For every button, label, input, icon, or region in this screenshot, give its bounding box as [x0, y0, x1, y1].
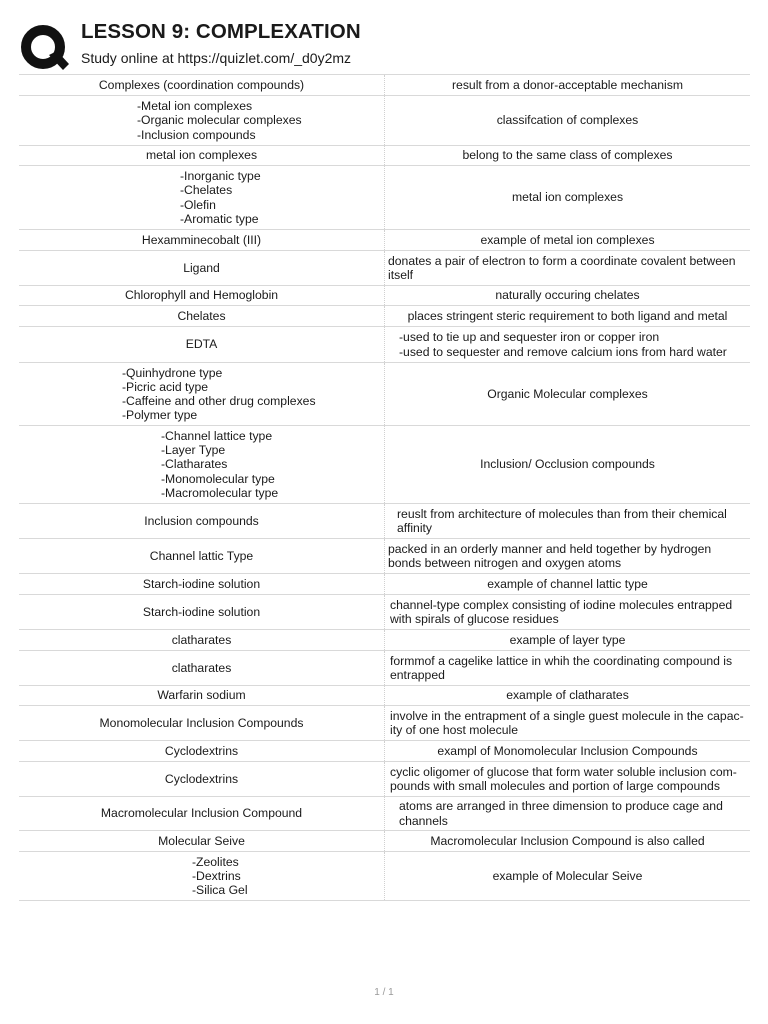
definition-cell: [384, 286, 750, 305]
term-cell: [19, 75, 384, 95]
term-text: -Metal ion complexes -Organic molecular complexes -Inclusion compounds: [137, 99, 302, 142]
flashcard-row: [19, 166, 750, 230]
definition-text: Organic Molecular complexes: [487, 386, 648, 401]
definition-cell: [384, 539, 750, 573]
term-text: -Quinhydrone type -Picric acid type -Caffeine and other drug complexes -Polymer type: [122, 365, 316, 423]
term-cell: [19, 741, 384, 761]
flashcard-row: [19, 852, 750, 901]
flashcard-row: [19, 306, 750, 327]
flashcard-row: [19, 363, 750, 426]
definition-text: belong to the same class of complexes: [462, 148, 673, 163]
flashcard-row: [19, 762, 750, 797]
term-text: Monomolecular Inclusion Compounds: [99, 715, 304, 730]
definition-text: involve in the entrapment of a single guest molecule in the capac- ity of one host molecule: [390, 708, 744, 737]
flashcard-row: [19, 96, 750, 146]
definition-cell: [384, 146, 750, 165]
definition-cell: [384, 574, 750, 594]
definition-text: example of Molecular Seive: [492, 868, 643, 883]
definition-text: donates a pair of electron to form a coordinate covalent between itself: [388, 253, 736, 282]
term-cell: [19, 306, 384, 326]
page-header: [0, 0, 768, 76]
flashcard-row: [19, 327, 750, 363]
term-cell: [19, 286, 384, 305]
definition-cell: [384, 426, 750, 503]
flashcard-row: [19, 630, 750, 651]
term-text: Cyclodextrins: [164, 771, 239, 786]
definition-cell: [384, 327, 750, 362]
definition-cell: [384, 706, 750, 740]
term-cell: [19, 539, 384, 573]
flashcard-row: [19, 831, 750, 852]
term-cell: [19, 504, 384, 538]
definition-cell: [384, 363, 750, 425]
definition-cell: [384, 651, 750, 685]
term-text: Inclusion compounds: [144, 513, 259, 528]
definition-text: example of clatharates: [506, 688, 629, 703]
flashcard-row: [19, 75, 750, 96]
term-text: -Inorganic type -Chelates -Olefin -Aromatic type: [180, 169, 261, 226]
definition-cell: [384, 630, 750, 650]
flashcard-row: [19, 686, 750, 706]
definition-text: example of metal ion complexes: [480, 232, 655, 247]
term-cell: [19, 686, 384, 705]
term-cell: [19, 166, 384, 229]
flashcard-row: [19, 797, 750, 831]
definition-cell: [384, 504, 750, 538]
term-cell: [19, 426, 384, 503]
flashcard-row: [19, 286, 750, 306]
definition-cell: [384, 75, 750, 95]
definition-text: -used to tie up and sequester iron or copper iron -used to sequester and remove calcium ions from hard water: [399, 330, 727, 359]
flashcard-row: [19, 230, 750, 251]
flashcard-row: [19, 504, 750, 539]
flashcard-row: [19, 251, 750, 286]
flashcard-table: [19, 74, 750, 901]
definition-text: classifcation of complexes: [496, 113, 639, 128]
term-text: Starch-iodine solution: [142, 604, 261, 619]
flashcard-row: [19, 574, 750, 595]
definition-cell: [384, 831, 750, 851]
term-cell: [19, 706, 384, 740]
term-text: Channel lattic Type: [149, 548, 254, 563]
definition-text: metal ion complexes: [511, 190, 624, 205]
definition-text: cyclic oligomer of glucose that form water soluble inclusion com- pounds with small molecules and portion of large compounds: [390, 764, 737, 793]
definition-text: channel-type complex consisting of iodine molecules entrapped with spirals of glucose residues: [390, 597, 733, 626]
definition-text: packed in an orderly manner and held together by hydrogen bonds between nitrogen and oxygen atoms: [388, 541, 712, 570]
definition-text: example of channel lattic type: [487, 576, 648, 591]
definition-text: places stringent steric requirement to both ligand and metal: [407, 308, 728, 323]
study-link-text: Study online at https://quizlet.com/_d0y2mz: [81, 50, 352, 66]
term-text: -Zeolites -Dextrins -Silica Gel: [192, 854, 248, 898]
definition-text: example of layer type: [509, 632, 626, 647]
term-cell: [19, 96, 384, 145]
term-text: Chelates: [177, 308, 226, 323]
definition-cell: [384, 595, 750, 629]
term-text: clatharates: [171, 660, 232, 675]
term-cell: [19, 574, 384, 594]
page-title: LESSON 9: COMPLEXATION: [81, 20, 361, 43]
definition-text: Macromolecular Inclusion Compound is also called: [430, 833, 705, 848]
term-cell: [19, 831, 384, 851]
term-text: EDTA: [185, 337, 218, 352]
flashcard-row: [19, 706, 750, 741]
flashcard-row: [19, 146, 750, 166]
flashcard-row: [19, 741, 750, 762]
term-text: Cyclodextrins: [164, 743, 239, 758]
term-text: clatharates: [171, 632, 232, 647]
term-text: metal ion complexes: [145, 148, 258, 163]
definition-text: reuslt from architecture of molecules than from their chemical affinity: [397, 506, 727, 535]
definition-cell: [384, 230, 750, 250]
definition-cell: [384, 762, 750, 796]
definition-text: formmof a cagelike lattice in whih the coordinating compound is entrapped: [390, 653, 733, 682]
term-cell: [19, 327, 384, 362]
term-text: Molecular Seive: [158, 833, 245, 848]
term-cell: [19, 146, 384, 165]
definition-text: naturally occuring chelates: [495, 288, 640, 303]
term-cell: [19, 852, 384, 900]
flashcard-row: [19, 651, 750, 686]
term-cell: [19, 630, 384, 650]
term-text: Hexamminecobalt (III): [141, 232, 262, 247]
term-cell: [19, 797, 384, 830]
flashcard-row: [19, 595, 750, 630]
term-cell: [19, 762, 384, 796]
term-text: Chlorophyll and Hemoglobin: [124, 288, 279, 303]
page-indicator: 1 / 1: [374, 987, 394, 998]
quizlet-logo-icon[interactable]: [19, 22, 71, 74]
definition-text: Inclusion/ Occlusion compounds: [480, 457, 655, 472]
definition-cell: [384, 96, 750, 145]
term-cell: [19, 251, 384, 285]
definition-cell: [384, 166, 750, 229]
definition-cell: [384, 852, 750, 900]
definition-cell: [384, 686, 750, 705]
term-cell: [19, 595, 384, 629]
definition-text: exampl of Monomolecular Inclusion Compounds: [437, 743, 698, 758]
term-text: Warfarin sodium: [157, 688, 246, 703]
flashcard-row: [19, 426, 750, 504]
term-text: Ligand: [183, 260, 220, 275]
term-text: Macromolecular Inclusion Compound: [100, 806, 303, 821]
term-cell: [19, 230, 384, 250]
flashcard-row: [19, 539, 750, 574]
term-cell: [19, 363, 384, 425]
definition-cell: [384, 741, 750, 761]
definition-cell: [384, 306, 750, 326]
term-text: -Channel lattice type -Layer Type -Clatharates -Monomolecular type -Macromolecular type: [161, 428, 279, 500]
term-text: Starch-iodine solution: [142, 576, 261, 591]
term-cell: [19, 651, 384, 685]
definition-text: atoms are arranged in three dimension to produce cage and channels: [399, 799, 723, 828]
definition-cell: [384, 251, 750, 285]
term-text: Complexes (coordination compounds): [98, 77, 305, 92]
definition-cell: [384, 797, 750, 830]
definition-text: result from a donor-acceptable mechanism: [452, 77, 683, 92]
